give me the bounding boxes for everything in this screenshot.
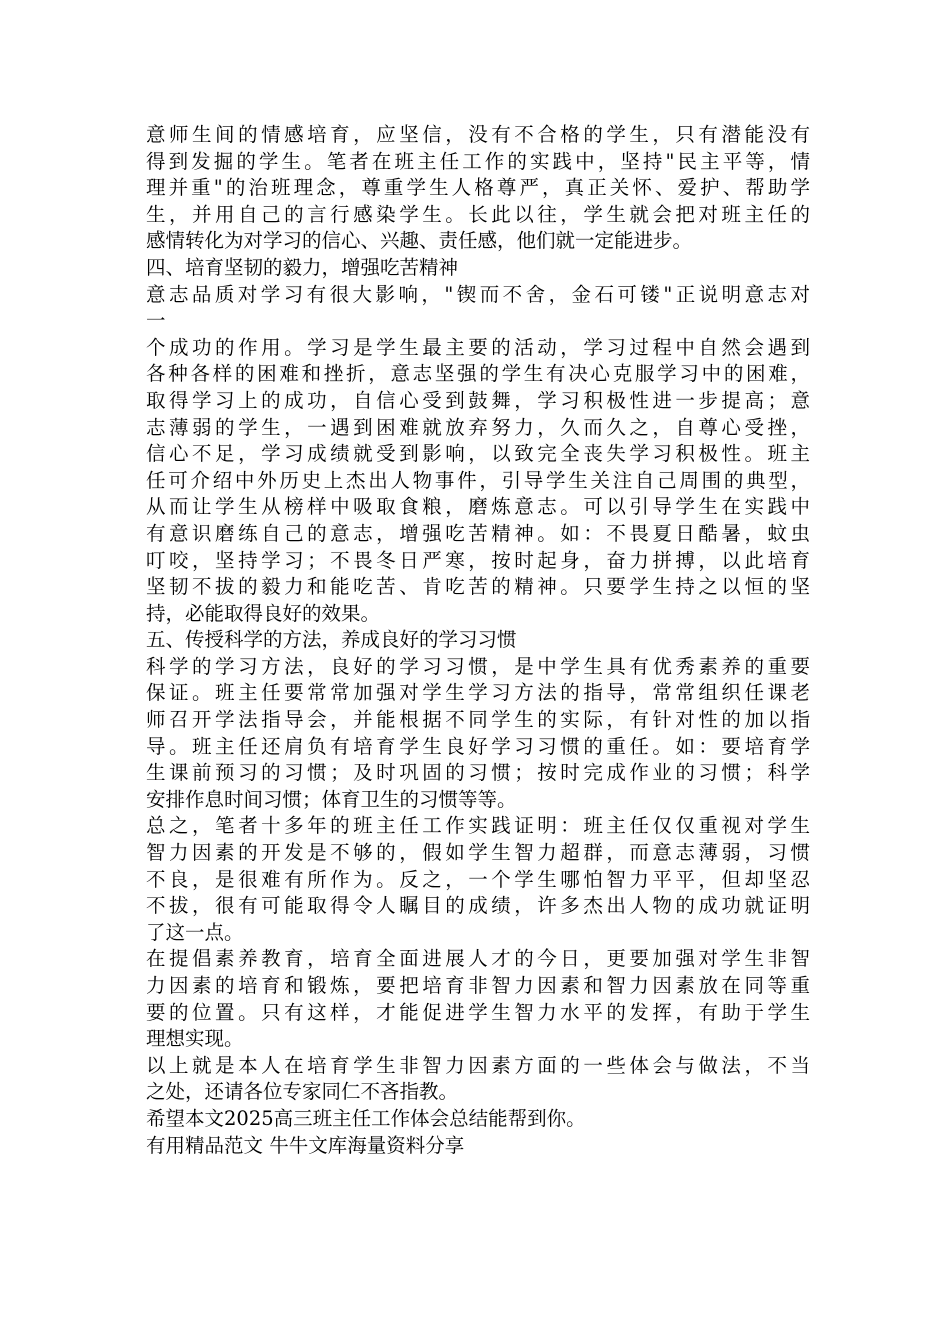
text-line: 从而让学生从榜样中吸取食粮，磨炼意志。可以引导学生在实践中 [146, 495, 810, 519]
footer-text: 有用精品范文 牛牛文库海量资料分享 [146, 1133, 465, 1157]
text-line: 取得学习上的成功，自信心受到鼓舞，学习积极性进一步提高；意 [146, 388, 810, 412]
text-line: 不拔，很有可能取得令人瞩目的成绩，许多杰出人物的成功就证明 [146, 894, 810, 918]
text-line: 导。班主任还肩负有培育学生良好学习习惯的重任。如：要培育学 [146, 734, 810, 758]
text-line: 任可介绍中外历史上杰出人物事件，引导学生关注自己周围的典型， [146, 468, 810, 492]
text-line: 意志品质对学习有很大影响，"锲而不舍，金石可镂"正说明意志对 [146, 282, 810, 306]
text-line: 信心不足，学习成绩就受到影响，以致完全丧失学习积极性。班主 [146, 442, 810, 466]
text-line: 一 [146, 309, 166, 333]
text-line: 叮咬，坚持学习；不畏冬日严寒，按时起身，奋力拼搏，以此培育 [146, 548, 810, 572]
text-line: 以上就是本人在培育学生非智力因素方面的一些体会与做法，不当 [146, 1053, 810, 1077]
text-line: 了这一点。 [146, 920, 244, 944]
text-line: 科学的学习方法，良好的学习习惯，是中学生具有优秀素养的重要 [146, 654, 810, 678]
text-line: 师召开学法指导会，并能根据不同学生的实际，有针对性的加以指 [146, 708, 810, 732]
text-line: 持，必能取得良好的效果。 [146, 601, 381, 625]
text-line: 理想实现。 [146, 1027, 244, 1051]
text-line: 生课前预习的习惯；及时巩固的习惯；按时完成作业的习惯；科学 [146, 761, 810, 785]
text-line: 之处，还请各位专家同仁不吝指教。 [146, 1080, 459, 1104]
text-line: 在提倡素养教育，培育全面进展人才的今日，更要加强对学生非智 [146, 947, 810, 971]
text-line: 智力因素的开发是不够的，假如学生智力超群，而意志薄弱，习惯 [146, 841, 810, 865]
document-body [146, 122, 810, 1159]
text-line: 要的位置。只有这样，才能促进学生智力水平的发挥，有助于学生 [146, 1000, 810, 1024]
text-line: 不良，是很难有所作为。反之，一个学生哪怕智力平平，但却坚忍 [146, 867, 810, 891]
text-line: 有意识磨练自己的意志，增强吃苦精神。如：不畏夏日酷暑，蚊虫 [146, 521, 810, 545]
text-line: 理并重"的治班理念，尊重学生人格尊严，真正关怀、爱护、帮助学 [146, 176, 810, 200]
text-line: 保证。班主任要常常加强对学生学习方法的指导，常常组织任课老 [146, 681, 810, 705]
text-line: 希望本文2025高三班主任工作体会总结能帮到你。 [146, 1106, 586, 1130]
text-line: 力因素的培育和锻炼，要把培育非智力因素和智力因素放在同等重 [146, 974, 810, 997]
text-line: 个成功的作用。学习是学生最主要的活动，学习过程中自然会遇到 [146, 335, 810, 359]
text-line: 生，并用自己的言行感染学生。长此以往，学生就会把对班主任的 [146, 202, 810, 226]
text-line: 各种各样的困难和挫折，意志坚强的学生有决心克服学习中的困难， [146, 362, 810, 386]
text-line: 感情转化为对学习的信心、兴趣、责任感，他们就一定能进步。 [146, 229, 693, 253]
text-line: 意师生间的情感培育，应坚信，没有不合格的学生，只有潜能没有 [146, 123, 810, 146]
text-line: 坚韧不拔的毅力和能吃苦、肯吃苦的精神。只要学生持之以恒的坚 [146, 575, 810, 599]
section-heading: 四、培育坚韧的毅力，增强吃苦精神 [146, 255, 459, 279]
text-line: 得到发掘的学生。笔者在班主任工作的实践中，坚持"民主平等，情 [146, 149, 810, 173]
section-heading: 五、传授科学的方法，养成良好的学习习惯 [146, 628, 517, 652]
text-line: 总之，笔者十多年的班主任工作实践证明：班主任仅仅重视对学生 [146, 814, 810, 838]
text-line: 志薄弱的学生，一遇到困难就放弃努力，久而久之，自尊心受挫， [146, 415, 810, 439]
text-line: 安排作息时间习惯；体育卫生的习惯等等。 [146, 787, 517, 811]
